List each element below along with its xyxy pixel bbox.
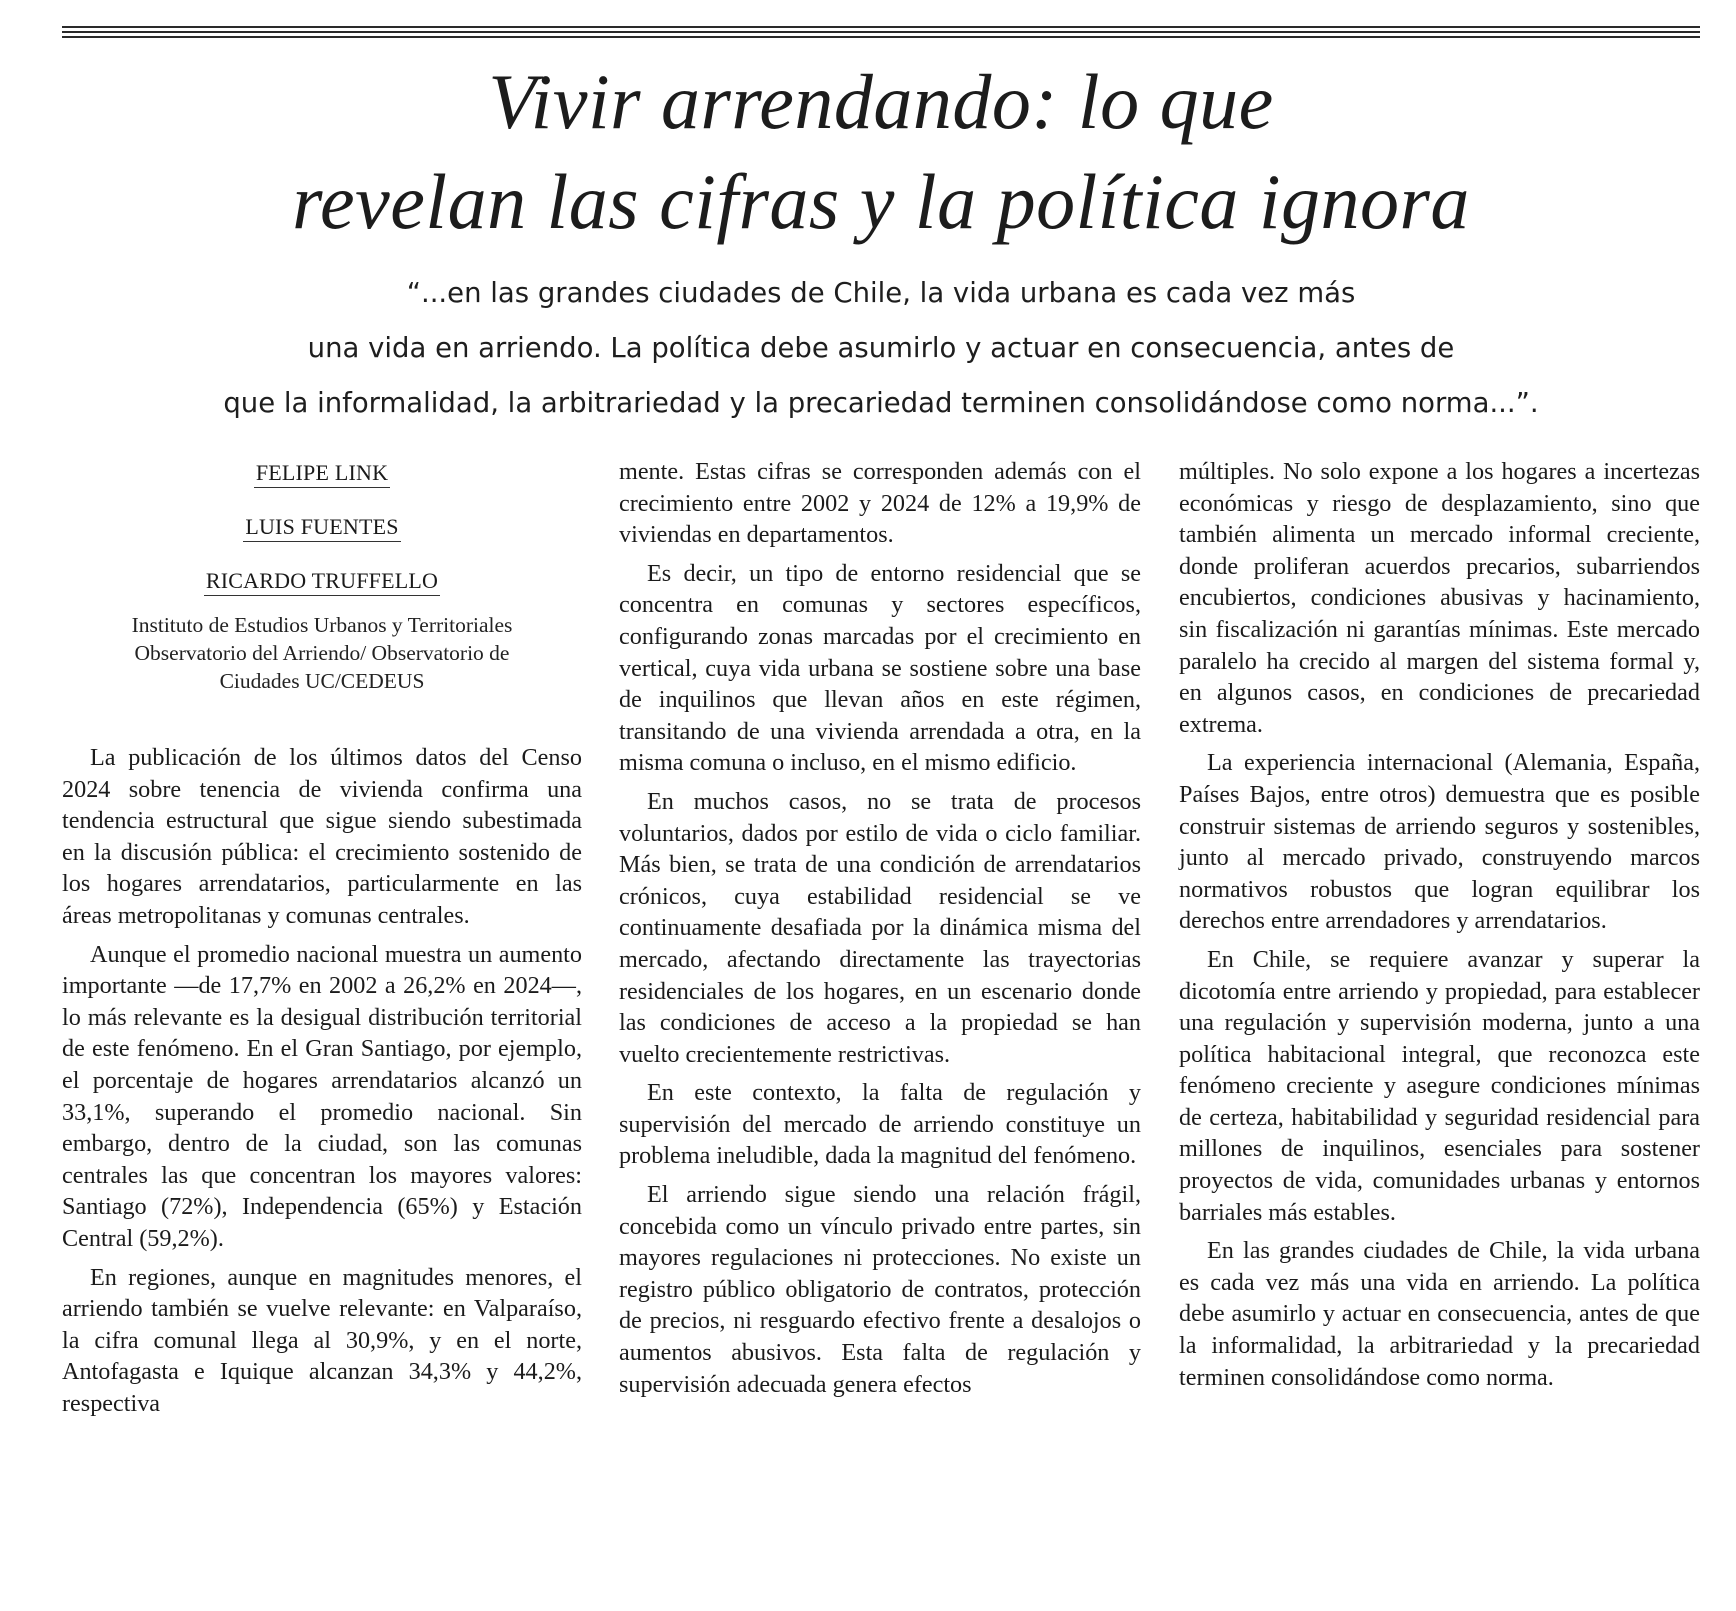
- body-paragraph: Aunque el promedio nacional muestra un aumento importante —de 17,7% en 2002 a 26,2% en 2024—, lo más relevante es la desigual distribución territorial de este fenómeno. En el Gran Santiago, por ejemplo, el porcentaje de hogares arrendatarios alcanzó un 33,1%, superando el promedio nacional. Sin embargo, dentro de la ciudad, son las comunas centrales las que concentran los mayores valores: Santiago (72%), Independencia (65%) y Estación Central (59,2%).: [62, 940, 582, 1252]
- author-byline: [62, 458, 582, 488]
- author-byline: [62, 566, 582, 596]
- pull-quote-line: que la informalidad, la arbitrariedad y la precariedad terminen consolidándose como norma...”.: [223, 387, 1539, 419]
- article-column-2: [619, 456, 1141, 1407]
- affiliation-line: Ciudades UC/CEDEUS: [219, 669, 425, 693]
- affiliation-line: Observatorio del Arriendo/ Observatorio de: [134, 641, 510, 665]
- body-paragraph: En Chile, se requiere avanzar y superar la dicotomía entre arriendo y propiedad, para establecer una regulación y supervisión moderna, junto a una política habitacional integral, que reconozca este fenómeno creciente y asegure condiciones mínimas de certeza, habitabilidad y seguridad residencial para millones de inquilinos, esenciales para sostener proyectos de vida, comunidades urbanas y entornos barriales más estables.: [1179, 945, 1700, 1226]
- headline: [62, 52, 1700, 252]
- author-name: RICARDO TRUFFELLO: [204, 568, 440, 596]
- body-paragraph: mente. Estas cifras se corresponden además con el crecimiento entre 2002 y 2024 de 12% a 19,9% de viviendas en departamentos.: [619, 458, 1141, 549]
- author-affiliation: [62, 611, 582, 695]
- body-paragraph: En las grandes ciudades de Chile, la vida urbana es cada vez más una vida en arriendo. La política debe asumirlo y actuar en consecuencia, antes de que la informalidad, la arbitrariedad y la precariedad terminen consolidándose como norma.: [1179, 1237, 1700, 1391]
- author-name: FELIPE LINK: [254, 460, 390, 488]
- body-paragraph: El arriendo sigue siendo una relación frágil, concebida como un vínculo privado entre partes, sin mayores regulaciones ni protecciones. No existe un registro público obligatorio de contratos, protección de precios, ni resguardo efectivo frente a desalojos o aumentos abusivos. Esta falta de regulación y supervisión adecuada genera efectos: [619, 1181, 1141, 1398]
- article-column-1: [62, 742, 582, 1426]
- article-column-3: [1179, 456, 1700, 1400]
- header-rule: [62, 26, 1700, 28]
- body-paragraph: En este contexto, la falta de regulación y supervisión del mercado de arriendo constituye un problema ineludible, dada la magnitud del fenómeno.: [619, 1079, 1141, 1170]
- body-paragraph: En regiones, aunque en magnitudes menores, el arriendo también se vuelve relevante: en Valparaíso, la cifra comunal llega al 30,9%, y en el norte, Antofagasta e Iquique alcanzan 34,3% y 44,2%, respectiva: [62, 1263, 582, 1417]
- header-rule: [62, 31, 1700, 33]
- body-paragraph: múltiples. No solo expone a los hogares a incertezas económicas y riesgo de desplazamiento, sino que también alimenta un mercado informal creciente, donde proliferan acuerdos precarios, subarriendos encubiertos, condiciones abusivas y hacinamiento, sin fiscalización ni garantías mínimas. Este mercado paralelo ha crecido al margen del sistema formal y, en algunos casos, en condiciones de precariedad extrema.: [1179, 458, 1700, 738]
- body-paragraph: Es decir, un tipo de entorno residencial que se concentra en comunas y sectores específicos, configurando zonas marcadas por el crecimiento en vertical, cuya vida urbana se sostiene sobre una base de inquilinos que llevan años en este régimen, transitando de una vivienda arrendada a otra, en la misma comuna o incluso, en el mismo edificio.: [619, 559, 1141, 777]
- body-paragraph: La experiencia internacional (Alemania, España, Países Bajos, entre otros) demuestra que es posible construir sistemas de arriendo seguros y sostenibles, junto al mercado privado, construyendo marcos normativos robustos que logran equilibrar los derechos entre arrendadores y arrendatarios.: [1179, 749, 1700, 935]
- pull-quote-line: una vida en arriendo. La política debe asumirlo y actuar en consecuencia, antes de: [307, 332, 1455, 364]
- affiliation-line: Instituto de Estudios Urbanos y Territoriales: [131, 613, 513, 637]
- headline-line: Vivir arrendando: lo que: [488, 58, 1274, 145]
- headline-line: revelan las cifras y la política ignora: [292, 158, 1470, 245]
- author-byline: [62, 512, 582, 542]
- body-paragraph: La publicación de los últimos datos del Censo 2024 sobre tenencia de vivienda confirma una tendencia estructural que sigue siendo subestimada en la discusión pública: el crecimiento sostenido de los hogares arrendatarios, particularmente en las áreas metropolitanas y comunas centrales.: [62, 744, 582, 929]
- pull-quote: [62, 266, 1700, 431]
- pull-quote-line: “...en las grandes ciudades de Chile, la vida urbana es cada vez más: [406, 277, 1356, 309]
- author-name: LUIS FUENTES: [243, 514, 400, 542]
- body-paragraph: En muchos casos, no se trata de procesos voluntarios, dados por estilo de vida o ciclo familiar. Más bien, se trata de una condición de arrendatarios crónicos, cuya estabilidad residencial se ve continuamente desafiada por la dinámica misma del mercado, afectando directamente las trayectorias residenciales de los hogares, en un escenario donde las condiciones de acceso a la propiedad se han vuelto crecientemente restrictivas.: [619, 787, 1141, 1068]
- header-rule: [62, 36, 1700, 38]
